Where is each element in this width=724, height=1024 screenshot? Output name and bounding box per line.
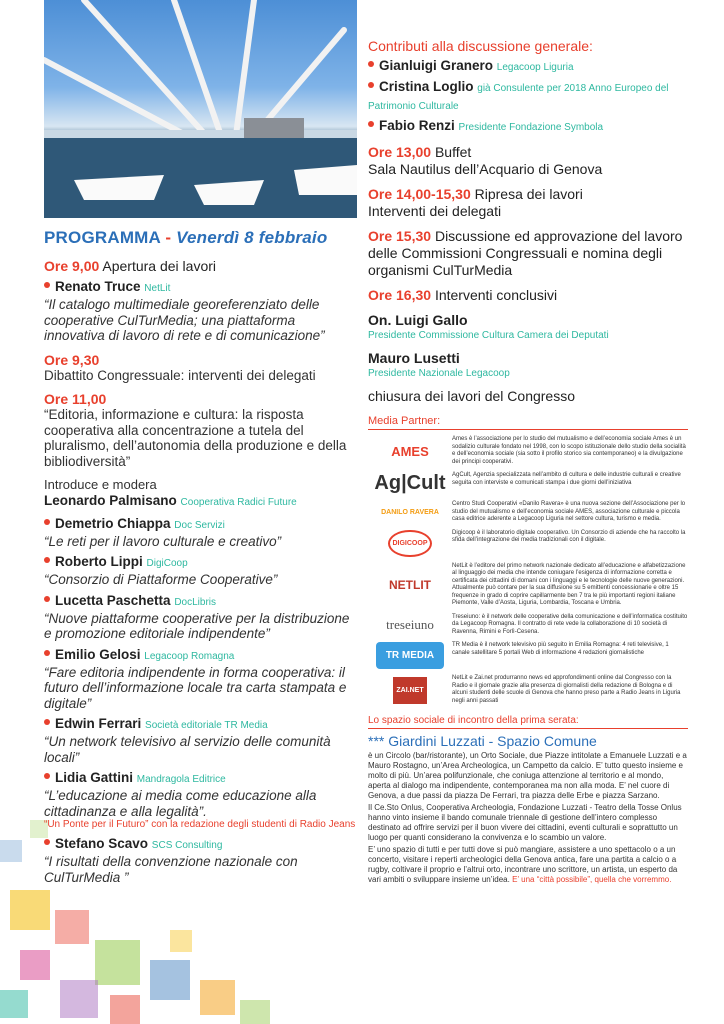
left-column — [44, 228, 356, 885]
partner-treseiuno: treseiuno Treseiuno: è il network delle cooperative della comunicazione e dell’informatica costituito da Legacoop Romagna. Il contratto di rete vede la collaborazione di 10 società di Ravenna, Rimini e Forlì-Cesena. — [368, 614, 688, 637]
partner-digicoop: DIGICOOP Digicoop è il laboratorio digitale cooperativo. Un Consorzio di aziende che ha raccolto la sfida dell’integrazione dei media tradizionali con il digitale. — [368, 530, 688, 557]
zainet-logo: ZAI.NET — [368, 675, 452, 705]
schedule-ore-13: Ore 13,00 Buffet — [368, 144, 472, 160]
netlit-logo: NETLIT — [389, 578, 431, 592]
bullet-icon — [44, 519, 50, 525]
partner-agcult: Ag|Cult AgCult, Agenzia specializzata nell’ambito di cultura e delle industrie culturali e creative seguita con interviste e comunicati stampa i due giorni dell’iniziativa — [368, 472, 688, 495]
schedule-ore-9: Ore 9,00 Apertura dei lavori — [44, 258, 216, 274]
schedule-ore-11: Ore 11,00 — [44, 391, 107, 407]
buffet-location: Sala Nautilus dell’Acquario di Genova — [368, 161, 603, 177]
treseiuno-logo: treseiuno — [386, 616, 434, 632]
ames-logo: AMES — [391, 443, 429, 459]
introduce-label: Introduce e modera — [44, 477, 157, 492]
ravera-logo: DANILO RAVERA — [381, 508, 439, 516]
bullet-icon — [44, 557, 50, 563]
right-column: Contributi alla discussione generale: Gianluigi Granero Legacoop Liguria Cristina Loglio già Consulente per 2018 Anno Europeo del Patrimonio Culturale Fabio Renzi Presidente Fondazione Symbola Ore 13,00 Buffet Sala Nautilus dell’Acquario di Genova Ore 14,00-15,30 Ripresa dei lavori Interventi dei delegati Ore 15,30 Discussione ed approvazione del lavoro delle Commissioni Congressuali e nomina degli organismi CulTurMedia Ore 16,30 Interventi conclusivi On. Luigi Gallo Presidente Commissione Cultura Camera dei Deputati Mauro Lusetti Presidente Nazionale Legacoop chiusura dei lavori del Congresso Media Partner: AMES Ames è l’associazione per lo studio del mutualismo e dell’economia sociale Ames è un sodalizio culturale fondato nel 1998, con lo scopo istituzionale dello studio della socialità e dell’economia sociale (sia sotto il profilo storico sia contemporaneo) e la divulgazione dei principi cooperativi. Ag|Cult AgCult, Agenzia specializzata nell’ambito di cultura e delle industrie culturali e creative seguita con interviste e comunicati stampa i due giorni dell’iniziativa DANILO RAVERA Centro Studi Cooperativi «Danilo Ravera» è una nuova sezione dell’Associazione per lo studio del mutualismo e dell’economia sociale AMES, associazione culturale e piccola casa editrice aderente a Legacoop Liguria nel settore cultura, turismo e media. DIGICOOP Digicoop è il laboratorio digitale cooperativo. Un Consorzio di aziende che ha raccolto la sfida dell’integrazione dei media tradizionali con il digitale. NETLIT NetLit è l’editore del primo network nazionale dedicato all’educazione e alfabetizzazione al linguaggio dei media che intende coniugare l’esigenza di informazione corretta e certificata dei cittadini di domani con i linguaggi e le tecnologie delle nuove generazioni. Attualmente può contare per la sua diffusione su 5 emittenti concessionarie e oltre 15 frequenze in grado di coprire capillarmente ben 7 tra le più importanti regioni italiane Piemonte, Valle d’Aosta, Liguria, Lombardia, Toscana e Umbria. treseiuno Treseiuno: è il network delle cooperative della comunicazione e dell’informatica costituito da Legacoop Romagna. Il contratto di rete vede la collaborazione di 10 società di Ravenna, Rimini e Forlì-Cesena. TR MEDIA TR Media è il network televisivo più seguito in Emilia Romagna: 4 reti televisive, 1 canale satellitare 5 portali Web di informazione 4 redazioni giornalistiche ZAI.NET NetLit e Zai.net produrranno news ed approfondimenti online dal Congresso con la Radio e il giornale grazie alla presenza di giornalisti della redazione di Bologna e di alcuni studenti delle scuole di Genova che hanno preso parte a Radio Jeans in Liguria negli anni passati Lo spazio sociale di incontro della prima serata: *** Giardini Luzzati - Spazio Comune è un Circolo (bar/ristorante), un Orto Sociale, due Piazze intitolate a Emanuele Luzzati e a Mauro Rostagno, un’Area Archeologica, un Campetto da calcio. E’ tutto questo insieme e molto di più. Un’area polifunzionale, che coniuga attenzione al territorio e al mondo, aperta al dialogo ma indipendente, contemporanea ma non alla moda. E’ nel cuore di Genova, a due passi da piazza De Ferrari, tra piazza delle Erbe e piazza Sarzano. Il Ce.Sto Onlus, Cooperativa Archeologia, Fondazione Luzzati - Teatro della Tosse Onlus hanno vinto insieme il bando comunale triennale di gestione dell’intero complesso destinato ad offrire servizi per il buon vivere dei cittadini, eventi culturali e soprattutto un luogo per quanti considerano la convivenza e lo scambio un valore. E’ uno spazio di tutti e per tutti dove si può mangiare, assistere a uno spettacolo o a un concerto, visitare i reperti archeologici della Genova antica, fare una partita a calcio o a rugby, coltivare il proprio e l’altrui orto, incontrare uno scrittore, un artista, un esperto da vari ambiti o sviluppare insieme un’idea. E’ una “città possibile”, quella che vorremmo. — [368, 38, 688, 884]
schedule-ore-14: Ore 14,00-15,30 Ripresa dei lavori — [368, 186, 583, 202]
giardini-p2: Il Ce.Sto Onlus, Cooperativa Archeologia, Fondazione Luzzati - Teatro della Tosse Onlus hanno vinto insieme il bando comunale triennale di gestione dell’intero complesso destinato ad offrire servizi per il buon vivere dei cittadini, eventi culturali e soprattutto un luogo per quanti considerano la convivenza e lo scambio un valore. — [368, 803, 682, 842]
spazio-heading: Lo spazio sociale di incontro della prima serata: — [368, 715, 688, 729]
speaker-gallo: On. Luigi Gallo — [368, 312, 468, 328]
schedule-ore-9-30: Ore 9,30 — [44, 351, 100, 368]
bullet-icon — [44, 839, 50, 845]
gallo-role: Presidente Commissione Cultura Camera dei Deputati — [368, 330, 609, 341]
partner-ravera: DANILO RAVERA Centro Studi Cooperativi «Danilo Ravera» è una nuova sezione dell’Associazione per lo studio del mutualismo e dell’economia sociale AMES, associazione culturale e piccola casa editrice aderente a Legacoop Liguria nel settore cultura, turismo e media. — [368, 501, 688, 524]
harbor-photo — [44, 0, 357, 218]
bullet-icon — [44, 596, 50, 602]
bullet-icon — [44, 719, 50, 725]
bullet-icon — [368, 121, 374, 127]
giardini-p1: è un Circolo (bar/ristorante), un Orto Sociale, due Piazze intitolate a Emanuele Luzzati e a Mauro Rostagno, un’Area Archeologica, un Campetto da calcio. E’ tutto questo insieme e molto di più. Un’area polifunzionale, che coniuga attenzione al territorio e al mondo, aperta al dialogo ma indipendente, contemporanea ma non alla moda. E’ nel cuore di Genova, a due passi da piazza De Ferrari, tra piazza delle Erbe e piazza Sarzano. — [368, 751, 687, 800]
lusetti-role: Presidente Nazionale Legacoop — [368, 368, 510, 379]
speaker-renato-truce: Renato Truce NetLit — [44, 279, 356, 297]
speaker-lusetti: Mauro Lusetti — [368, 350, 460, 366]
interventi-delegati: Interventi dei delegati — [368, 203, 502, 219]
giardini-p3: E’ uno spazio di tutti e per tutti dove si può mangiare, assistere a uno spettacolo o a un concerto, visitare i reperti archeologici della Genova antica, fare una partita a calcio o a rugby, coltivare il proprio e l’altrui orto, incontrare uno scrittore, un artista, un esperto da vari ambiti o sviluppare insieme un’idea. E’ una “città possibile”, quella che vorremmo. — [368, 845, 678, 884]
digicoop-logo: DIGICOOP — [368, 530, 452, 557]
agcult-logo: Ag|Cult — [374, 472, 446, 494]
contributi-heading: Contributi alla discussione generale: — [368, 38, 593, 54]
schedule-ore-15-30: Ore 15,30 Discussione ed approvazione del lavoro delle Commissioni Congressuali e nomina degli organismi CulTurMedia — [368, 228, 683, 278]
schedule-ore-9-30-label: Dibattito Congressuale: interventi dei delegati — [44, 367, 316, 383]
programma-heading: PROGRAMMA - Venerdì 8 febbraio — [44, 228, 328, 247]
quote-renato: “Il catalogo multimediale georeferenziato delle cooperative CulTurMedia; una piattaforma innovativa di lavoro di rete e di comunicazione” — [44, 297, 325, 343]
schedule-ore-16-30: Ore 16,30 Interventi conclusivi — [368, 287, 558, 303]
bullet-icon — [44, 773, 50, 779]
moderator-leonardo: Leonardo Palmisano Cooperativa Radici Future — [44, 492, 297, 508]
trmedia-logo: TR MEDIA — [368, 642, 452, 669]
partner-trmedia: TR MEDIA TR Media è il network televisivo più seguito in Emilia Romagna: 4 reti televisive, 1 canale satellitare 5 portali Web di informazione 4 redazioni giornalistiche — [368, 642, 688, 669]
giardini-heading: *** Giardini Luzzati - Spazio Comune — [368, 733, 597, 749]
bullet-icon — [368, 82, 374, 88]
chiusura: chiusura dei lavori del Congresso — [368, 388, 575, 404]
media-partner-heading: Media Partner: — [368, 415, 688, 430]
radio-jeans-note: “Un Ponte per il Futuro” con la redazione degli studenti di Radio Jeans — [44, 819, 356, 830]
bullet-icon — [44, 650, 50, 656]
partner-ames: AMES Ames è l’associazione per lo studio del mutualismo e dell’economia sociale Ames è un sodalizio culturale fondato nel 1998, con lo scopo istituzionale dello studio della socialità e dell’economia sociale (sia sotto il profilo storico sia contemporaneo) e la divulgazione dei principi cooperativi. — [368, 436, 688, 466]
bullet-icon — [368, 61, 374, 67]
speaker-list: Demetrio Chiappa Doc Servizi “Le reti per il lavoro culturale e creativo” Roberto Lippi DigiCoop “Consorzio di Piattaforme Cooperative” Lucetta Paschetta DocLibris “Nuove piattaforme cooperative per la distribuzione e promozione editoriale indipendente” Emilio Gelosi Legacoop Romagna “Fare editoria indipendente in forma cooperativa: il futuro dell’informazione locale tra carta stampata e digitale” Edwin Ferrari Società editoriale TR Media “Un network televisivo al servizio delle comunità locali” Lidia Gattini Mandragola Editrice “L’educazione ai media come educazione alla cittadinanza e alla legalità”. “Un Ponte per il Futuro” con la redazione degli studenti di Radio Jeans Stefano Scavo SCS Consulting “I risultati della convenzione nazionale con CulTurMedia ” — [44, 515, 356, 885]
partner-netlit: NETLIT NetLit è l’editore del primo network nazionale dedicato all’educazione e alfabetizzazione al linguaggio dei media che intende coniugare l’esigenza di informazione corretta e certificata dei cittadini di domani con i linguaggi e le tecnologie delle nuove generazioni. Attualmente può contare per la sua diffusione su 5 emittenti concessionarie e oltre 15 frequenze in grado di coprire capillarmente ben 7 tra le più importanti regioni italiane Piemonte, Valle d’Aosta, Liguria, Lombardia, Toscana e Umbria. — [368, 563, 688, 608]
partner-zainet: ZAI.NET NetLit e Zai.net produrranno news ed approfondimenti online dal Congresso con la Radio e il giornale grazie alla presenza di giornalisti della redazione di Bologna e di alcuni studenti delle scuole di Genova che hanno preso parte a Radio Jeans in Liguria negli anni passati — [368, 675, 688, 705]
bullet-icon — [44, 282, 50, 288]
schedule-ore-11-quote: “Editoria, informazione e cultura: la risposta cooperativa alla concentrazione a tutela del pluralismo, dell’autonomia della produzione e della bibliodiversità” — [44, 407, 347, 469]
